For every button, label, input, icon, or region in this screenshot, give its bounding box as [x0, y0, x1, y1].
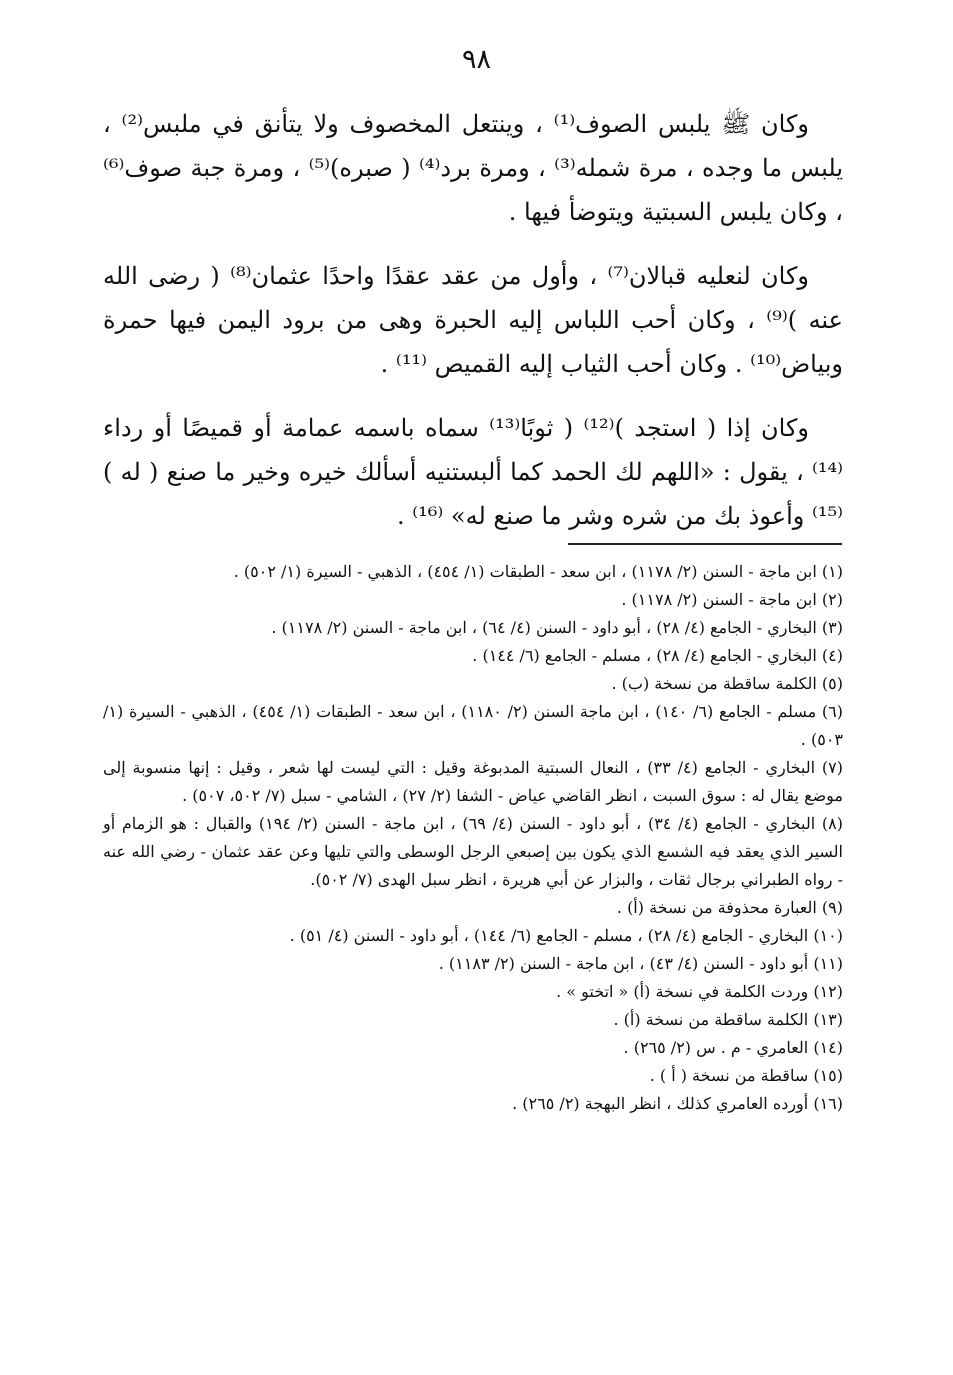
paragraph-1: وكان ﷺ يلبس الصوف⁽¹⁾ ، وينتعل المخصوف ولا يتأنق في ملبس⁽²⁾ ، يلبس ما وجده ، مرة شمله⁽³⁾ ، ومرة برد⁽⁴⁾ ( صبره)⁽⁵⁾ ، ومرة جبة صوف⁽⁶⁾ ، وكان يلبس السبتية ويتوضأ فيها .: [103, 110, 844, 226]
footnote-12: (١٢) وردت الكلمة في نسخة (أ) « اتختو » .: [556, 982, 843, 1001]
footnote-13: (١٣) الكلمة ساقطة من نسخة (أ) .: [613, 1010, 843, 1029]
footnote-10: (١٠) البخاري - الجامع (٤/ ٢٨) ، مسلم - الجامع (٦/ ١٤٤) ، أبو داود - السنن (٤/ ٥١) .: [289, 926, 843, 945]
footnote-8: (٨) البخاري - الجامع (٤/ ٣٤) ، أبو داود - السنن (٤/ ٦٩) ، ابن ماجة - السنن (٢/ ١٩٤) والقبال : هو الزمام أو السير الذي يعقد فيه الشسع الذي يكون بين إصبعي الرجل الوسطى والتي تليها وعن عقد عثمان - رضي الله عنه - رواه الطبراني برجال ثقات ، والبزار عن أبي هريرة ، انظر سبل الهدى (٧/ ٥٠٢).: [103, 814, 843, 889]
footnote-6: (٦) مسلم - الجامع (٦/ ١٤٠) ، ابن ماجة السنن (٢/ ١١٨٠) ، ابن سعد - الطبقات (١/ ٤٥٤) ، الذهبي - السيرة (١/ ٥٠٣) .: [103, 702, 844, 749]
footnote-2: (٢) ابن ماجة - السنن (٢/ ١١٧٨) .: [621, 590, 843, 609]
footnote-7: (٧) البخاري - الجامع (٤/ ٣٣) ، النعال السبتية المدبوغة وقيل : التي ليست لها شعر ، وقيل : إنها منسوبة إلى موضع يقال له : سوق السبت ، انظر القاضي عياض - الشفا (٢/ ٢٧) ، الشامي - سبل (٧/ ٥٠٢، ٥٠٧) .: [103, 758, 844, 805]
footnote-divider: [568, 543, 842, 545]
paragraph-2: وكان لنعليه قبالان⁽⁷⁾ ، وأول من عقد عقدًا واحدًا عثمان⁽⁸⁾ ( رضى الله عنه )⁽⁹⁾ ، وكان أحب اللباس إليه الحبرة وهى من برود اليمن فيها حمرة وبياض⁽¹⁰⁾ . وكان أحب الثياب إليه القميص ⁽¹¹⁾ .: [103, 262, 843, 378]
footnotes: [103, 558, 843, 1118]
page-number: ٩٨: [461, 44, 491, 75]
footnote-11: (١١) أبو داود - السنن (٤/ ٤٣) ، ابن ماجة - السنن (٢/ ١١٨٣) .: [438, 954, 843, 973]
footnote-4: (٤) البخاري - الجامع (٤/ ٢٨) ، مسلم - الجامع (٦/ ١٤٤) .: [472, 646, 843, 665]
footnote-16: (١٦) أورده العامري كذلك ، انظر البهجة (٢/ ٢٦٥) .: [512, 1094, 843, 1113]
footnote-1: (١) ابن ماجة - السنن (٢/ ١١٧٨) ، ابن سعد - الطبقات (١/ ٤٥٤) ، الذهبي - السيرة (١/ ٥٠٢) .: [233, 562, 843, 581]
footnote-3: (٣) البخاري - الجامع (٤/ ٢٨) ، أبو داود - السنن (٤/ ٦٤) ، ابن ماجة - السنن (٢/ ١١٧٨) .: [271, 618, 843, 637]
paragraph-3: وكان إذا ( استجد )⁽¹²⁾ ( ثوبًا⁽¹³⁾ سماه باسمه عمامة أو قميصًا أو رداء ⁽¹⁴⁾ ، يقول : «اللهم لك الحمد كما ألبستنيه أسألك خيره وخير ما صنع ( له )⁽¹⁵⁾ وأعوذ بك من شره وشر ما صنع له» ⁽¹⁶⁾ .: [103, 414, 843, 530]
footnote-5: (٥) الكلمة ساقطة من نسخة (ب) .: [611, 674, 843, 693]
footnote-15: (١٥) ساقطة من نسخة ( أ ) .: [649, 1066, 843, 1085]
footnote-9: (٩) العبارة محذوفة من نسخة (أ) .: [616, 898, 843, 917]
main-text: [103, 102, 843, 558]
footnote-14: (١٤) العامري - م . س (٢/ ٢٦٥) .: [623, 1038, 843, 1057]
